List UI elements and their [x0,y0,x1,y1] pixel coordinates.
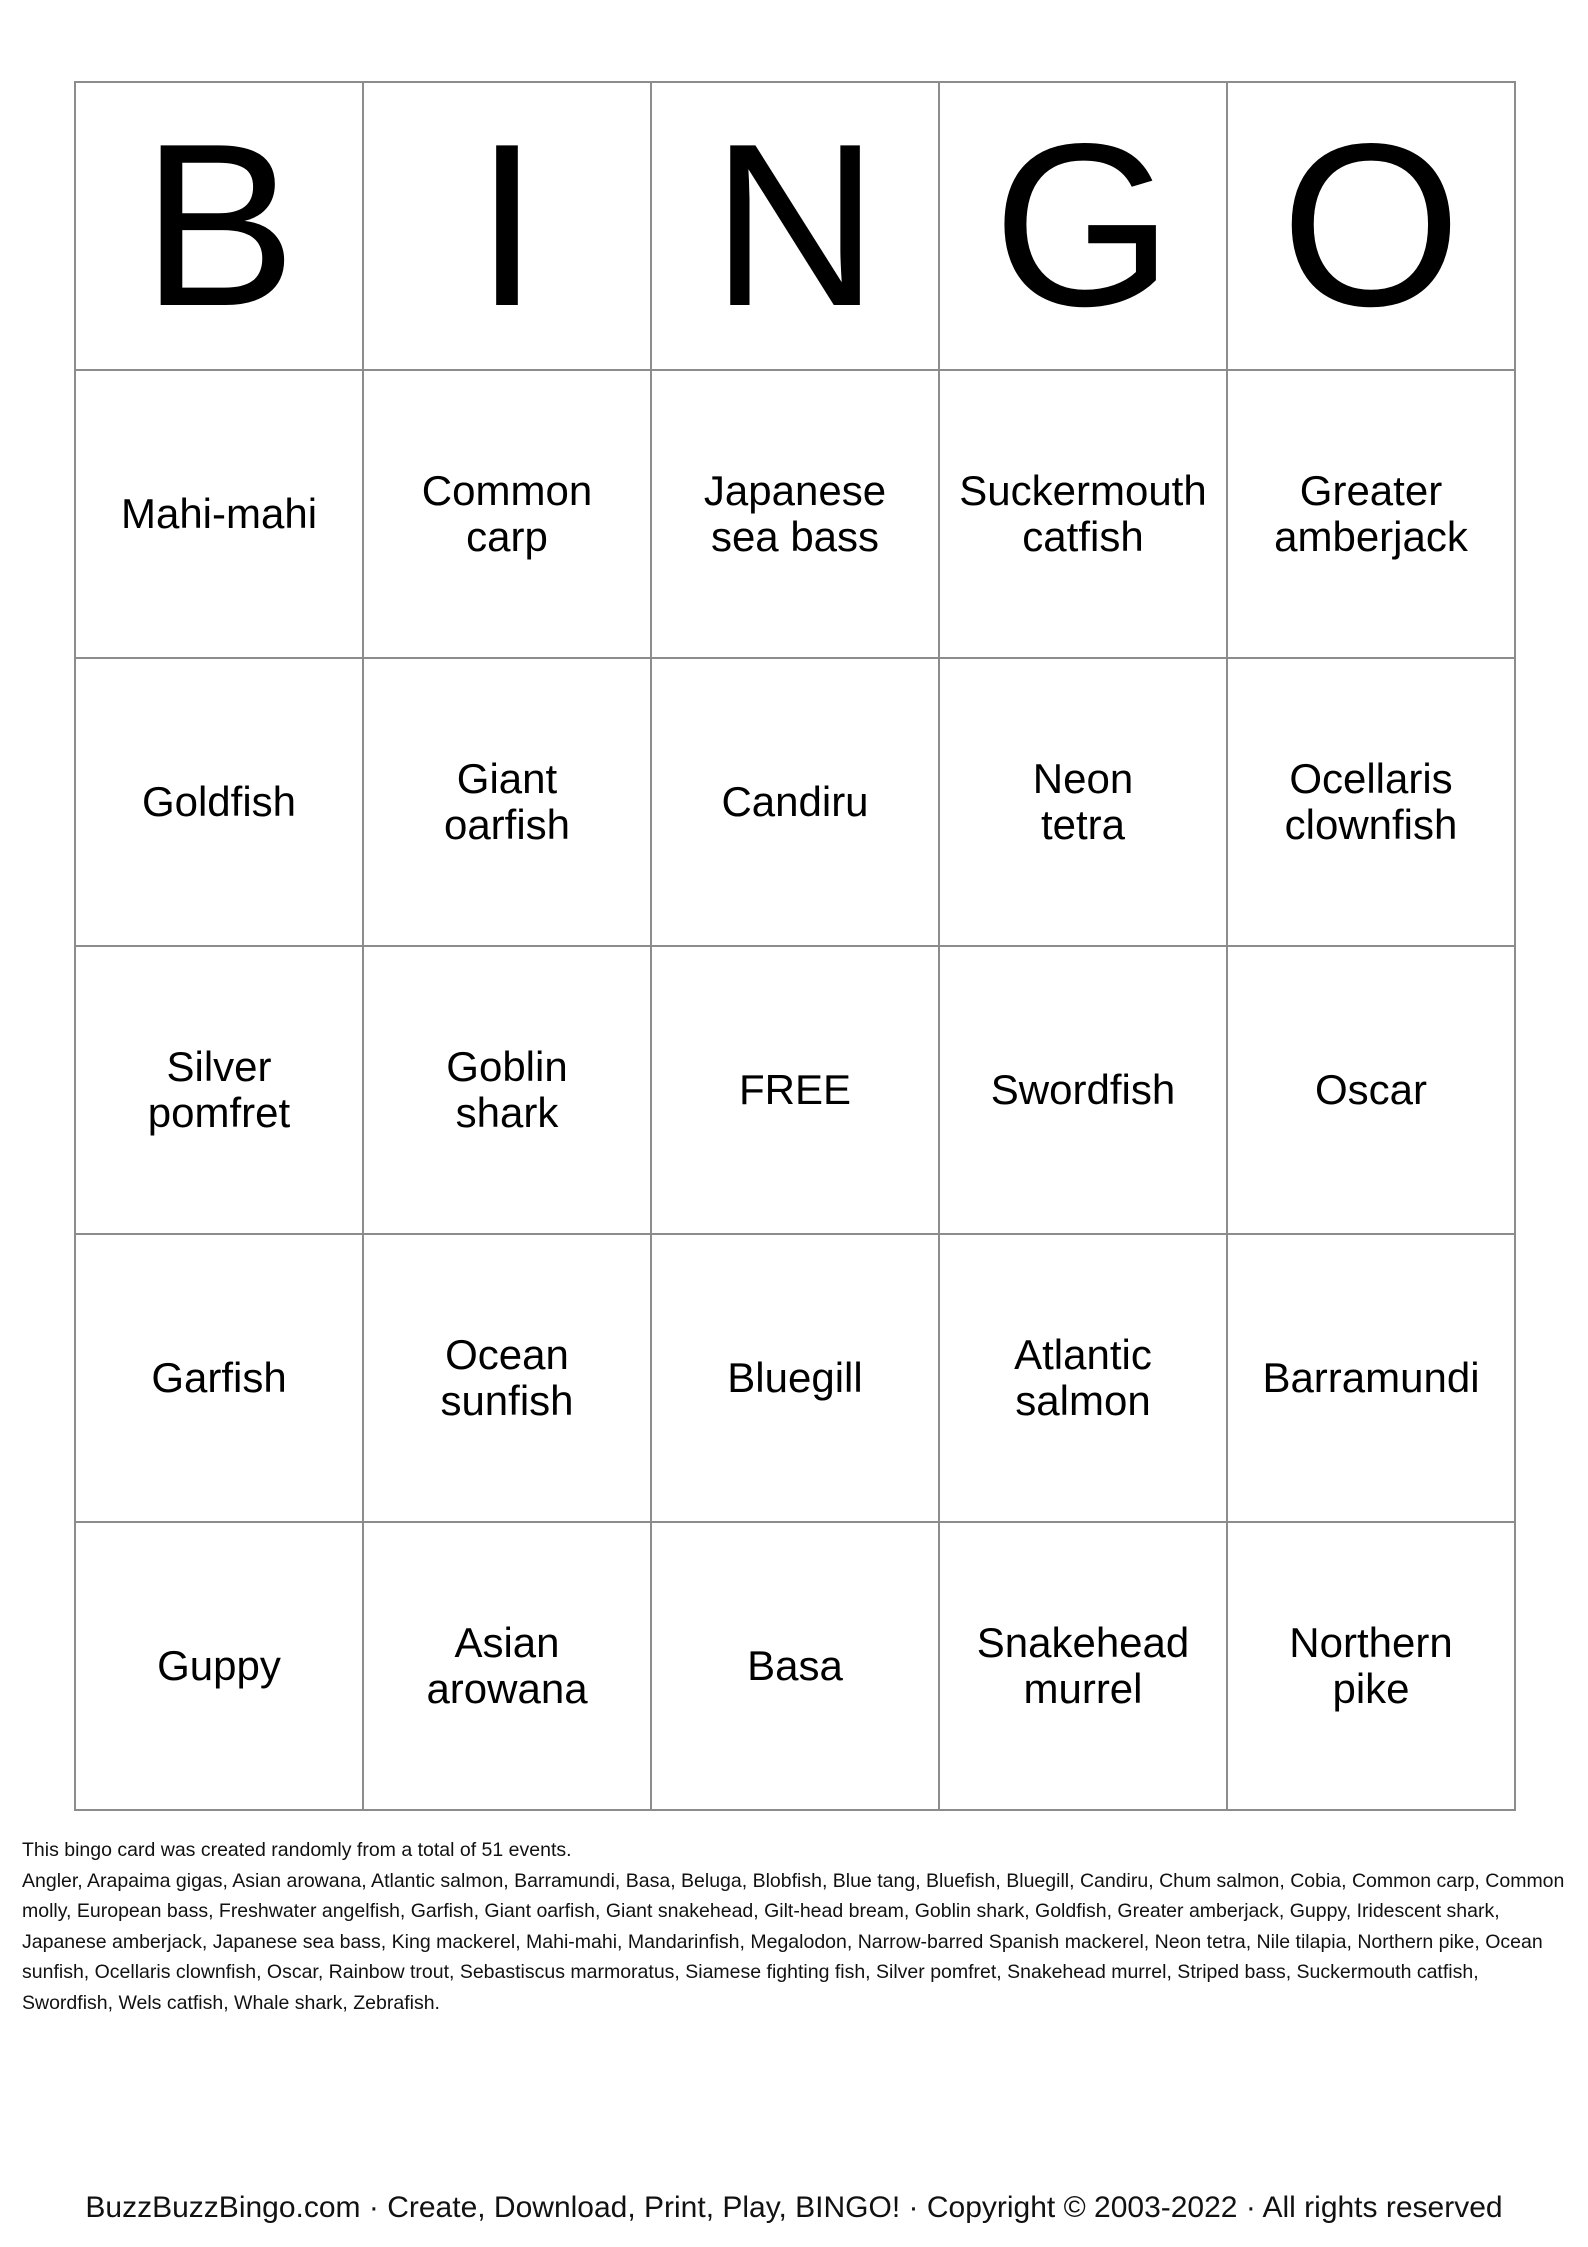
bingo-cell [75,1234,363,1522]
header-letter-i: I [363,82,651,370]
cell-text: Goldfish [141,778,297,825]
header-letter-b: B [75,82,363,370]
bingo-cell [75,946,363,1234]
cell-text: Silver pomfret [147,1043,291,1136]
bingo-cell [363,658,651,946]
event-note [22,1835,1567,2018]
free-cell [651,946,939,1234]
bingo-cell [939,946,1227,1234]
cell-text: Asian arowana [426,1619,588,1712]
cell-text: Bluegill [727,1354,863,1401]
bingo-cell [939,1522,1227,1810]
bingo-cell [1227,1234,1515,1522]
bingo-cell [75,370,363,658]
cell-text: Candiru [721,778,869,825]
cell-text: Northern pike [1289,1619,1453,1712]
free-cell-text: FREE [738,1066,851,1113]
cell-text: Goblin shark [446,1043,568,1136]
cell-text: Japanese sea bass [703,467,887,560]
bingo-cell [651,658,939,946]
bingo-cell [1227,946,1515,1234]
grid-row-3 [75,946,1515,1234]
cell-text: Ocellaris clownfish [1284,755,1458,848]
header-letter-g: G [939,82,1227,370]
bingo-cell [939,370,1227,658]
cell-text: Greater amberjack [1274,467,1468,560]
footer-copyright: BuzzBuzzBingo.com · Create, Download, Print, Play, BINGO! · Copyright © 2003-2022 · All rights reserved [85,2191,1503,2224]
bingo-cell [1227,1522,1515,1810]
header-letter-o: O [1227,82,1515,370]
cell-text: Atlantic salmon [1014,1331,1152,1424]
cell-text: Snakehead murrel [976,1619,1190,1712]
cell-text: Guppy [157,1642,281,1689]
note-intro: This bingo card was created randomly from a total of 51 events. [22,1839,572,1861]
bingo-cell [651,1522,939,1810]
cell-text: Common carp [421,467,593,560]
bingo-cell [75,658,363,946]
cell-text: Giant oarfish [443,755,571,848]
bingo-cell [363,1522,651,1810]
grid-row-1 [75,370,1515,658]
header-row [75,82,1515,370]
bingo-cell [939,1234,1227,1522]
cell-text: Mahi-mahi [120,490,318,537]
grid-row-4 [75,1234,1515,1522]
cell-text: Garfish [151,1354,287,1401]
bingo-cell [363,1234,651,1522]
bingo-cell [1227,658,1515,946]
bingo-cell [75,1522,363,1810]
grid-row-5 [75,1522,1515,1810]
cell-text: Neon tetra [1032,755,1134,848]
bingo-cell [1227,370,1515,658]
bingo-cell [651,370,939,658]
bingo-cell [363,370,651,658]
cell-text: Oscar [1314,1066,1427,1113]
bingo-cell [363,946,651,1234]
grid-row-2 [75,658,1515,946]
cell-text: Ocean sunfish [440,1331,574,1424]
bingo-card [74,81,1516,1811]
cell-text: Basa [747,1642,843,1689]
header-letter-n: N [651,82,939,370]
cell-text: Barramundi [1262,1354,1480,1401]
bingo-cell [939,658,1227,946]
cell-text: Suckermouth catfish [959,467,1207,560]
cell-text: Swordfish [990,1066,1176,1113]
bingo-cell [651,1234,939,1522]
note-event-list: Angler, Arapaima gigas, Asian arowana, Atlantic salmon, Barramundi, Basa, Beluga, Blobfish, Blue tang, Bluefish, Bluegill, Candiru, Chum salmon, Cobia, Common carp, Common molly, European bass, Freshwater angelfish, Garfish, Giant oarfish, Giant snakehead, Gilt-head bream, Goblin shark, Goldfish, Greater amberjack, Guppy, Iridescent shark, Japanese amberjack, Japanese sea bass, King mackerel, Mahi-mahi, Mandarinfish, Megalodon, Narrow-barred Spanish mackerel, Neon tetra, Nile tilapia, Northern pike, Ocean sunfish, Ocellaris clownfish, Oscar, Rainbow trout, Sebastiscus marmoratus, Siamese fighting fish, Silver pomfret, Snakehead murrel, Striped bass, Suckermouth catfish, Swordfish, Wels catfish, Whale shark, Zebrafish. [22,1869,1565,2014]
